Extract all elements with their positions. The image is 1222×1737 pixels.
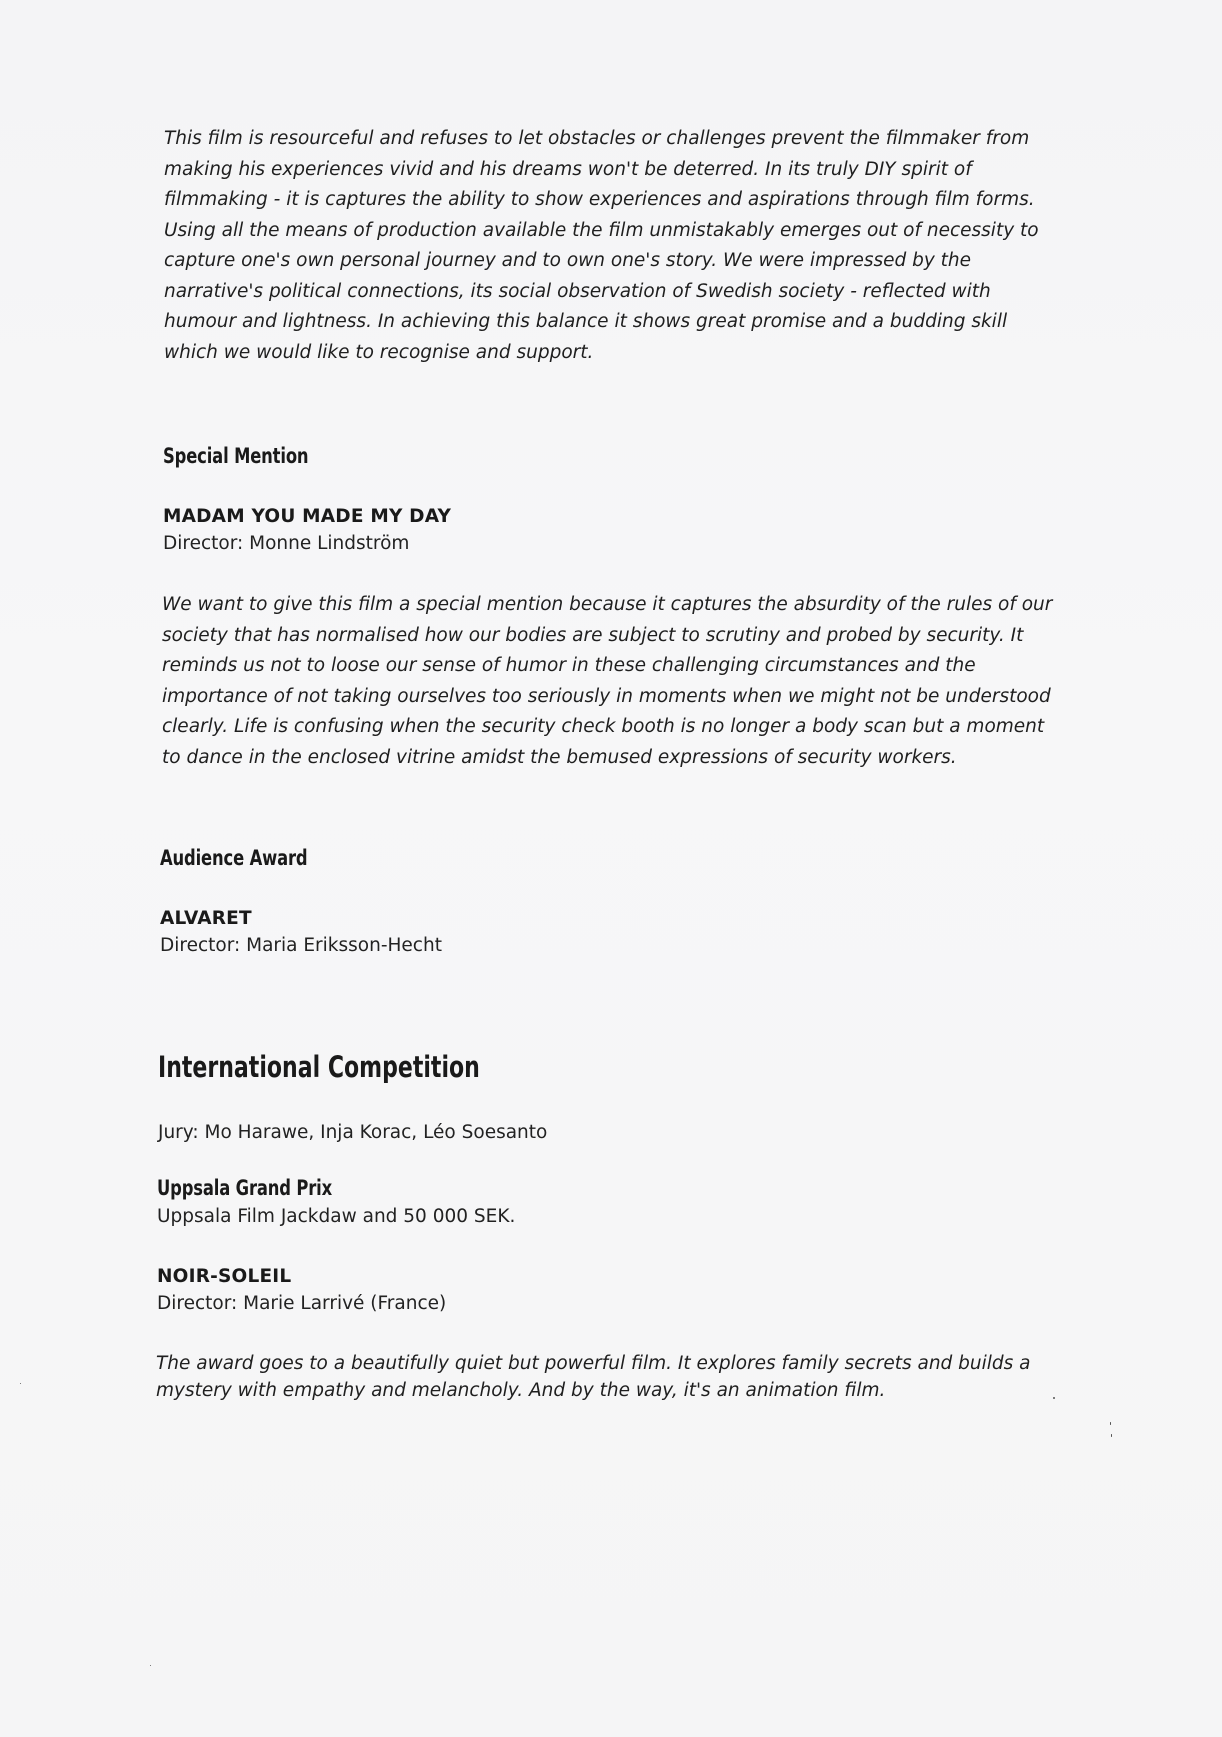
intro-section — [164, 124, 1164, 368]
audience-award-director: Director: Maria Eriksson-Hecht — [160, 935, 442, 956]
jury-line-block — [158, 1122, 1158, 1143]
international-competition-heading: International Competition — [158, 1050, 480, 1084]
special-mention-section — [163, 444, 1163, 468]
audience-award-heading: Audience Award — [160, 846, 308, 870]
scan-speck — [1110, 1422, 1111, 1425]
special-mention-film — [163, 506, 1163, 554]
audience-award-section — [160, 846, 1160, 870]
noir-soleil-film-title: NOIR-SOLEIL — [157, 1266, 292, 1287]
jury-line: Jury: Mo Harawe, Inja Korac, Léo Soesanto — [158, 1122, 548, 1143]
grand-prix-block — [157, 1176, 1157, 1227]
special-mention-heading: Special Mention — [163, 444, 309, 468]
special-mention-statement-block — [162, 590, 1172, 773]
scan-speck — [1053, 1397, 1055, 1399]
noir-soleil-statement-block — [156, 1350, 1166, 1404]
noir-soleil-block — [157, 1266, 1157, 1314]
noir-soleil-statement: The award goes to a beautifully quiet but powerful film. It explores family secrets and builds a mystery with empathy and melancholy. And by the way, it's an animation film. — [156, 1353, 1031, 1401]
scan-speck — [1111, 1434, 1112, 1437]
grand-prix-heading: Uppsala Grand Prix — [157, 1176, 333, 1200]
special-mention-film-title: MADAM YOU MADE MY DAY — [163, 506, 452, 527]
audience-award-film-title: ALVARET — [160, 908, 252, 929]
grand-prix-description: Uppsala Film Jackdaw and 50 000 SEK. — [157, 1206, 516, 1227]
scan-speck — [150, 1665, 151, 1666]
intro-paragraph: This film is resourceful and refuses to let obstacles or challenges prevent the filmmaker from making his experiences vivid and his dreams won't be deterred. In its truly DIY spirit of filmmaking - it is captures the ability to show experiences and aspirations through film forms. Using all the means of production available the film unmistakably emerges out of necessity to capture one's own personal journey and to own one's story. We were impressed by the narrative's political connections, its social observation of Swedish society - reflected with humour and lightness. In achieving this balance it shows great promise and a budding skill which we would like to recognise and support. — [164, 128, 1039, 363]
special-mention-statement: We want to give this film a special mention because it captures the absurdity of the rules of our society that has normalised how our bodies are subject to scrutiny and probed by security. It reminds us not to loose our sense of humor in these challenging circumstances and the importance of not taking ourselves too seriously in moments when we might not be understood clearly. Life is confusing when the security check booth is no longer a body scan but a moment to dance in the enclosed vitrine amidst the bemused expressions of security workers. — [162, 594, 1053, 768]
noir-soleil-director: Director: Marie Larrivé (France) — [157, 1293, 447, 1314]
special-mention-director: Director: Monne Lindström — [163, 533, 410, 554]
scan-speck — [20, 1383, 21, 1384]
international-competition-section — [158, 1050, 1158, 1084]
audience-award-film — [160, 908, 1160, 956]
